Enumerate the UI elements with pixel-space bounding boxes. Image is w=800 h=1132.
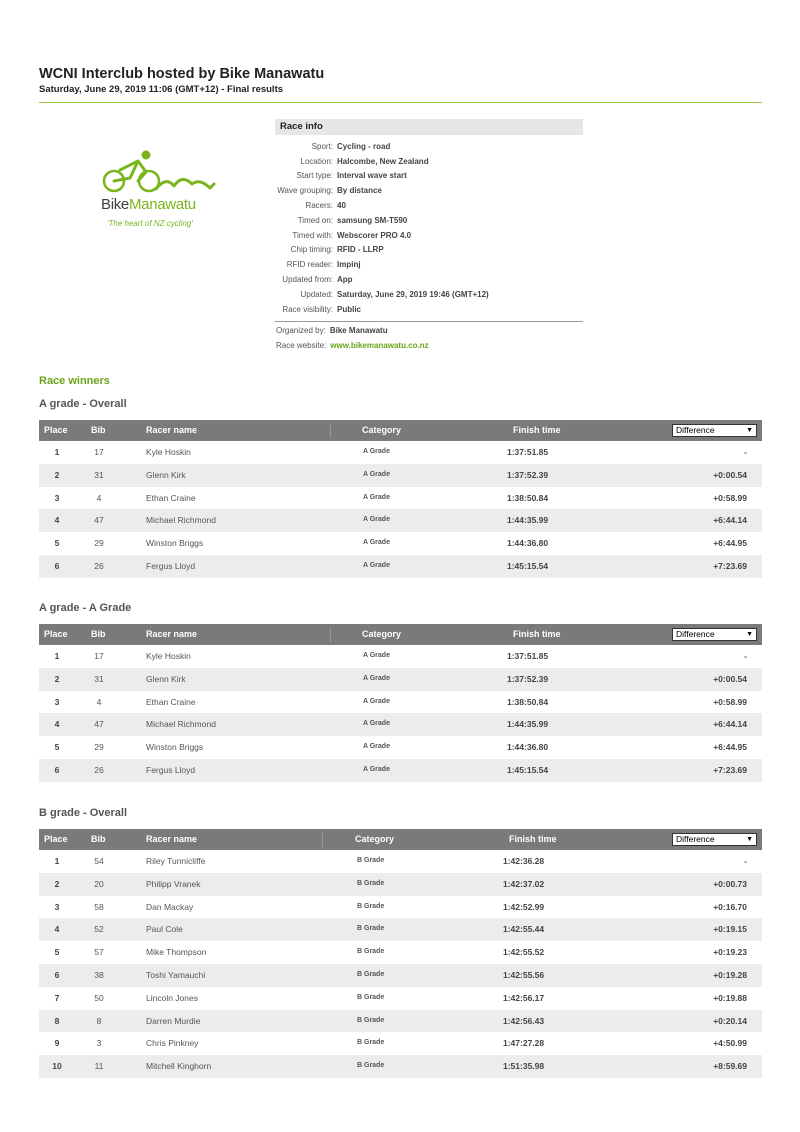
table-row[interactable] [39,1055,762,1078]
category-cell: A Grade [363,493,390,501]
race-info-panel [275,119,583,353]
place-cell: 4 [54,515,60,526]
section-title: A grade - Overall [39,398,127,410]
table-row[interactable] [39,918,762,941]
race-info-label: Chip timing: [290,245,333,255]
finish-time-cell: 1:45:15.54 [507,764,549,775]
table-header [39,420,762,441]
table-row[interactable] [39,1010,762,1033]
page-subtitle: Saturday, June 29, 2019 11:06 (GMT+12) - Final results [39,84,284,95]
racer-name-cell[interactable]: Winston Briggs [146,538,204,549]
race-info-row [275,257,583,272]
racer-name-cell[interactable]: Kyle Hoskin [146,447,191,457]
table-row[interactable] [39,736,762,759]
race-info-label: Timed on: [297,215,333,225]
finish-time-cell: 1:37:51.85 [507,447,549,457]
race-info-list [275,139,583,317]
finish-time-cell: 1:42:55.56 [503,969,545,980]
finish-time-cell: 1:38:50.84 [507,696,549,707]
results-table [39,420,762,578]
racer-name-cell[interactable]: Ethan Craine [146,492,196,503]
column-header-bib[interactable]: Bib [91,629,106,639]
racer-name-cell[interactable]: Paul Cole [146,924,183,935]
racer-name-cell[interactable]: Dan Mackay [146,901,194,912]
place-cell: 2 [54,469,60,480]
page-title: WCNI Interclub hosted by Bike Manawatu [39,66,325,82]
table-row[interactable] [39,964,762,987]
logo-wordmark: BikeManawatu [101,196,196,213]
difference-cell: +6:44.14 [713,515,747,526]
difference-cell: +0:58.99 [713,492,747,503]
section-title: B grade - Overall [39,807,128,819]
race-info-value: Saturday, June 29, 2019 19:46 (GMT+12) [337,289,489,299]
dropdown-arrow-icon: ▼ [746,427,753,434]
table-row[interactable] [39,487,762,510]
category-cell: A Grade [363,448,390,455]
difference-cell: +0:20.14 [713,1015,747,1026]
category-cell: B Grade [357,1016,385,1024]
finish-time-cell: 1:44:36.80 [507,538,549,549]
bib-cell: 38 [94,969,104,980]
place-cell: 7 [54,992,60,1003]
logo-tagline: 'The heart of NZ cycling' [107,219,193,228]
difference-cell: +7:23.69 [713,764,747,775]
column-header-name[interactable]: Racer name [146,425,198,435]
place-cell: 6 [54,764,60,775]
race-info-label: Sport: [311,141,333,151]
bib-cell: 4 [96,492,102,503]
difference-cell: - [744,447,747,457]
category-cell: B Grade [357,902,385,910]
category-cell: A Grade [363,765,390,773]
bib-cell: 4 [96,696,102,707]
race-info-row [275,243,583,258]
difference-cell: +0:19.88 [713,992,747,1003]
place-cell: 1 [54,447,60,457]
race-info-label: Updated from: [282,275,333,285]
race-info-row [275,169,583,184]
title-divider [39,102,762,103]
category-cell: B Grade [357,857,385,864]
place-cell: 5 [54,538,60,549]
organized-by-label: Organized by: [276,326,326,336]
column-header-bib[interactable]: Bib [91,425,106,435]
racer-name-cell[interactable]: Philipp Vranek [146,878,201,889]
bib-cell: 29 [94,538,104,549]
table-row[interactable] [39,987,762,1010]
organized-by-row [275,324,583,339]
category-cell: A Grade [363,539,390,547]
racer-name-cell[interactable]: Toshi Yamauchi [146,969,206,980]
bib-cell: 57 [94,947,104,958]
column-header-finish-time[interactable]: Finish time [513,425,561,435]
racer-name-cell[interactable]: Mike Thompson [146,947,207,958]
category-cell: A Grade [363,697,390,705]
place-cell: 1 [54,651,60,661]
dropdown-arrow-icon: ▼ [746,836,753,843]
results-table [39,829,762,1078]
finish-time-cell: 1:37:52.39 [507,469,549,480]
racer-name-cell[interactable]: Glenn Kirk [146,469,186,480]
column-header-category[interactable]: Category [355,834,395,844]
place-cell: 6 [54,969,60,980]
category-cell: A Grade [363,516,390,524]
place-cell: 2 [54,673,60,684]
race-info-label: RFID reader: [286,260,333,270]
finish-time-cell: 1:42:56.17 [503,992,545,1003]
table-row[interactable] [39,555,762,578]
table-row[interactable] [39,464,762,487]
table-row[interactable] [39,1032,762,1055]
racer-name-cell[interactable]: Mitchell Kinghorn [146,1061,212,1072]
category-cell: A Grade [363,674,390,682]
column-header-category[interactable]: Category [362,629,402,639]
place-cell: 5 [54,742,60,753]
finish-time-cell: 1:44:35.99 [507,719,549,730]
difference-dropdown[interactable] [672,424,757,437]
place-cell: 4 [54,719,60,730]
difference-cell: +6:44.95 [713,538,747,549]
bib-cell: 17 [94,447,104,457]
racer-name-cell[interactable]: Fergus Lloyd [146,560,196,571]
race-website-row [275,338,583,353]
column-divider [330,423,331,438]
race-info-label: Timed with: [292,230,333,240]
racer-name-cell[interactable]: Riley Tunnicliffe [146,856,206,866]
bib-cell: 29 [94,742,104,753]
difference-cell: +0:19.15 [713,924,747,935]
racer-name-cell[interactable]: Michael Richmond [146,515,216,526]
finish-time-cell: 1:37:52.39 [507,673,549,684]
race-info-value: 40 [337,201,346,211]
category-cell: B Grade [357,948,385,956]
bib-cell: 8 [96,1015,102,1026]
finish-time-cell: 1:42:55.52 [503,947,545,958]
race-info-row [275,139,583,154]
racer-name-cell[interactable]: Glenn Kirk [146,673,186,684]
table-row[interactable] [39,713,762,736]
category-cell: A Grade [363,652,390,659]
column-header-category[interactable]: Category [362,425,402,435]
table-row[interactable] [39,645,762,668]
bib-cell: 17 [94,651,104,661]
race-website-label: Race website: [276,341,327,351]
difference-dropdown-value: Difference [676,425,715,435]
column-header-place[interactable]: Place [44,629,68,639]
finish-time-cell: 1:42:56.43 [503,1015,545,1026]
difference-cell: +6:44.95 [713,742,747,753]
column-header-name[interactable]: Racer name [146,629,198,639]
table-row[interactable] [39,668,762,691]
place-cell: 1 [54,856,60,866]
racer-name-cell[interactable]: Michael Richmond [146,719,216,730]
category-cell: B Grade [357,993,385,1001]
difference-cell: - [744,651,747,661]
place-cell: 2 [54,878,60,889]
category-cell: B Grade [357,970,385,978]
bib-cell: 54 [94,856,104,866]
finish-time-cell: 1:37:51.85 [507,651,549,661]
race-info-value: samsung SM-T590 [337,215,408,225]
bib-cell: 26 [94,560,104,571]
table-header [39,829,762,850]
racer-name-cell[interactable]: Lincoln Jones [146,992,198,1003]
race-info-divider [275,321,583,322]
bib-cell: 31 [94,673,104,684]
column-header-finish-time[interactable]: Finish time [513,629,561,639]
category-cell: A Grade [363,561,390,569]
finish-time-cell: 1:47:27.28 [503,1038,545,1049]
difference-cell: +0:19.23 [713,947,747,958]
finish-time-cell: 1:51:35.98 [503,1061,545,1072]
bib-cell: 58 [94,901,104,912]
table-row[interactable] [39,532,762,555]
difference-dropdown[interactable] [672,833,757,846]
race-info-row [275,272,583,287]
category-cell: A Grade [363,720,390,728]
race-info-value: Cycling - road [337,141,391,151]
table-row[interactable] [39,850,762,873]
column-divider [330,627,331,642]
difference-dropdown[interactable] [672,628,757,641]
category-cell: B Grade [357,1039,385,1047]
table-row[interactable] [39,759,762,782]
finish-time-cell: 1:38:50.84 [507,492,549,503]
bib-cell: 31 [94,469,104,480]
racer-name-cell[interactable]: Fergus Lloyd [146,764,196,775]
column-divider [322,832,323,847]
column-header-finish-time[interactable]: Finish time [509,834,557,844]
finish-time-cell: 1:44:36.80 [507,742,549,753]
difference-cell: +8:59.69 [713,1061,747,1072]
race-info-row [275,287,583,302]
category-cell: B Grade [357,1062,385,1070]
race-info-value: Impinj [337,260,361,270]
section-title: A grade - A Grade [39,602,132,614]
finish-time-cell: 1:42:55.44 [503,924,545,935]
place-cell: 3 [54,901,60,912]
column-header-name[interactable]: Racer name [146,834,198,844]
race-info-title: Race info [275,119,583,135]
cyclist-logo-icon [100,148,220,198]
table-header [39,624,762,645]
bib-cell: 26 [94,764,104,775]
results-table [39,624,762,782]
place-cell: 5 [54,947,60,958]
difference-cell: +4:50.99 [713,1038,747,1049]
racer-name-cell[interactable]: Darren Murdie [146,1015,201,1026]
race-info-row [275,198,583,213]
race-info-value: Public [337,304,362,314]
racer-name-cell[interactable]: Winston Briggs [146,742,204,753]
race-info-row [275,213,583,228]
category-cell: B Grade [357,925,385,933]
race-info-value: By distance [337,186,382,196]
finish-time-cell: 1:44:35.99 [507,515,549,526]
difference-cell: - [744,856,747,866]
finish-time-cell: 1:45:15.54 [507,560,549,571]
bib-cell: 50 [94,992,104,1003]
bib-cell: 52 [94,924,104,935]
place-cell: 3 [54,492,60,503]
race-info-label: Location: [300,156,333,166]
race-info-value: Halcombe, New Zealand [337,156,429,166]
difference-cell: +0:58.99 [713,696,747,707]
finish-time-cell: 1:42:52.99 [503,901,545,912]
race-info-label: Racers: [305,201,333,211]
race-info-value: Interval wave start [337,171,407,181]
place-cell: 4 [54,924,60,935]
finish-time-cell: 1:42:37.02 [503,878,545,889]
organized-by-value: Bike Manawatu [329,326,388,336]
difference-dropdown-value: Difference [676,834,715,844]
table-row[interactable] [39,509,762,532]
column-header-bib[interactable]: Bib [91,834,106,844]
bib-cell: 11 [94,1061,104,1072]
race-info-row [275,154,583,169]
place-cell: 10 [52,1061,62,1072]
difference-cell: +0:19.28 [713,969,747,980]
bib-cell: 47 [94,719,104,730]
dropdown-arrow-icon: ▼ [746,631,753,638]
table-row[interactable] [39,896,762,919]
race-info-label: Wave grouping: [277,186,333,196]
bike-manawatu-logo [100,148,220,238]
difference-cell: +6:44.14 [713,719,747,730]
category-cell: A Grade [363,470,390,478]
table-row[interactable] [39,441,762,464]
category-cell: A Grade [363,743,390,751]
race-info-value: RFID - LLRP [337,245,384,255]
racer-name-cell[interactable]: Chris Pinkney [146,1038,199,1049]
race-info-row [275,228,583,243]
bib-cell: 47 [94,515,104,526]
place-cell: 6 [54,560,60,571]
category-cell: B Grade [357,879,385,887]
place-cell: 3 [54,696,60,707]
table-row[interactable] [39,691,762,714]
race-info-label: Race visibility: [282,304,333,314]
bib-cell: 20 [94,878,104,889]
race-winners-heading: Race winners [39,375,110,387]
difference-cell: +7:23.69 [713,560,747,571]
race-info-label: Start type: [296,171,333,181]
difference-cell: +0:00.54 [713,673,747,684]
race-info-row [275,183,583,198]
difference-dropdown-value: Difference [676,629,715,639]
race-info-row [275,302,583,317]
column-header-place[interactable]: Place [44,834,68,844]
bib-cell: 3 [96,1038,102,1049]
race-info-label: Updated: [300,289,333,299]
race-info-value: Webscorer PRO 4.0 [337,230,412,240]
finish-time-cell: 1:42:36.28 [503,856,545,866]
table-row[interactable] [39,873,762,896]
difference-cell: +0:00.54 [713,469,747,480]
racer-name-cell[interactable]: Kyle Hoskin [146,651,191,661]
difference-cell: +0:00.73 [713,878,747,889]
racer-name-cell[interactable]: Ethan Craine [146,696,196,707]
place-cell: 9 [54,1038,60,1049]
race-website-link[interactable]: www.bikemanawatu.co.nz [330,341,429,351]
column-header-place[interactable]: Place [44,425,68,435]
place-cell: 8 [54,1015,60,1026]
table-row[interactable] [39,941,762,964]
difference-cell: +0:16.70 [713,901,747,912]
race-info-value: App [337,275,353,285]
